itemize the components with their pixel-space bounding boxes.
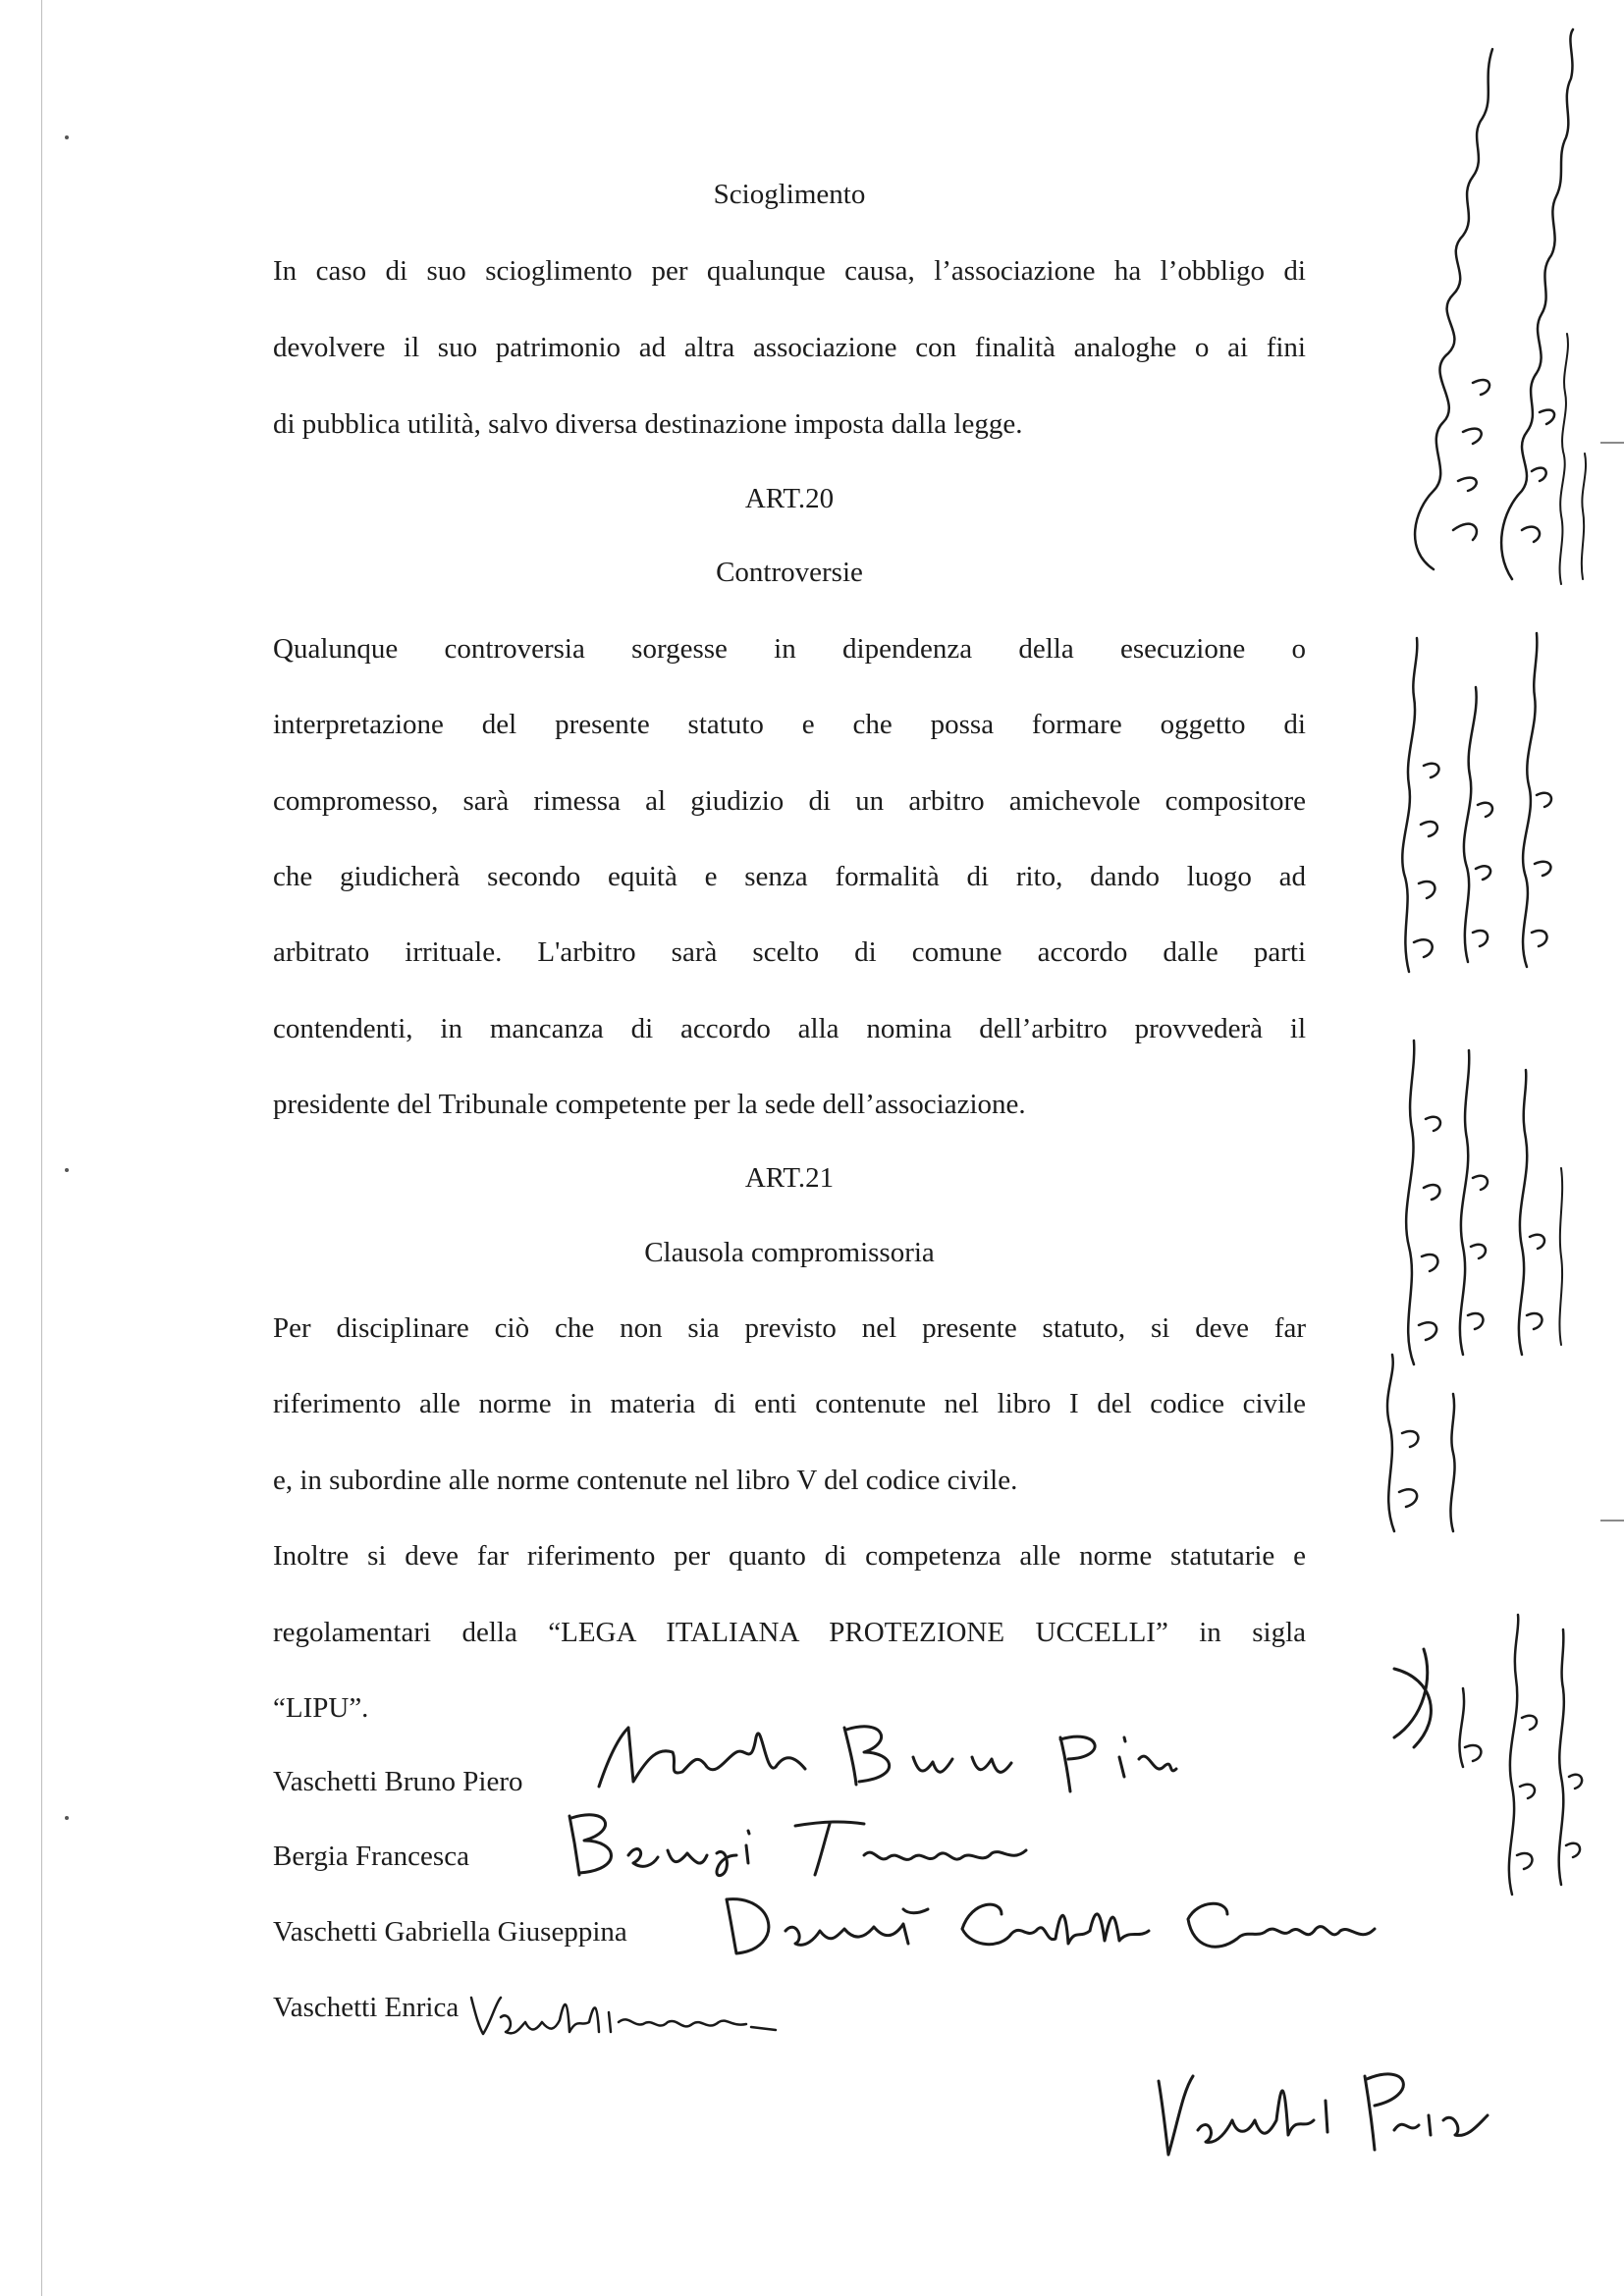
- signature-anchor: [1168, 2022, 1169, 2023]
- scan-mark: [65, 1816, 69, 1820]
- section-title: Scioglimento: [713, 179, 866, 210]
- paragraph-line: compromesso, sarà rimessa al giudizio di un arbitro amichevole compositore: [273, 785, 1306, 817]
- handwritten-signature: [589, 1698, 1178, 1806]
- signatory-name: Vaschetti Gabriella Giuseppina: [273, 1916, 627, 1948]
- paragraph-line: arbitrato irrituale. L'arbitro sarà scelto di comune accordo dalle parti: [273, 936, 1306, 968]
- article-number: ART.20: [744, 483, 835, 514]
- article-title: Clausola compromissoria: [644, 1237, 935, 1268]
- margin-signatures: [1365, 20, 1600, 589]
- signatory-name: Bergia Francesca: [273, 1841, 469, 1872]
- handwritten-signature: [1139, 2022, 1492, 2169]
- margin-signatures: [1370, 618, 1576, 982]
- scan-tick: [1600, 1520, 1624, 1522]
- paragraph-line: In caso di suo scioglimento per qualunque causa, l’associazione ha l’obbligo di: [273, 255, 1306, 287]
- margin-signatures: [1375, 1610, 1591, 1904]
- scan-mark: [65, 135, 69, 139]
- article-number: ART.21: [744, 1162, 835, 1194]
- paragraph-line: e, in subordine alle norme contenute nel libro V del codice civile.: [273, 1465, 1018, 1496]
- paragraph-line: che giudicherà secondo equità e senza formalità di rito, dando luogo ad: [273, 861, 1306, 892]
- article-title: Controversie: [716, 557, 863, 588]
- margin-signatures: [1355, 991, 1581, 1541]
- paragraph-line: Qualunque controversia sorgesse in dipendenza della esecuzione o: [273, 633, 1306, 665]
- signatory-name: Vaschetti Enrica: [273, 1992, 460, 2023]
- paragraph-line: devolvere il suo patrimonio ad altra associazione con finalità analoghe o ai fini: [273, 332, 1306, 363]
- signatory-name: Vaschetti Bruno Piero: [273, 1766, 523, 1797]
- scan-tick: [1600, 442, 1624, 444]
- paragraph-line: Inoltre si deve far riferimento per quanto di competenza alle norme statutarie e: [273, 1540, 1306, 1572]
- paragraph-line: contendenti, in mancanza di accordo alla nomina dell’arbitro provvederà il: [273, 1013, 1306, 1044]
- paragraph-line: presidente del Tribunale competente per la sede dell’associazione.: [273, 1089, 1026, 1120]
- paragraph-line: regolamentari della “LEGA ITALIANA PROTEZIONE UCCELLI” in sigla: [273, 1617, 1306, 1648]
- paragraph-line: interpretazione del presente statuto e che possa formare oggetto di: [273, 709, 1306, 740]
- paragraph-line: di pubblica utilità, salvo diversa destinazione imposta dalla legge.: [273, 408, 1023, 440]
- handwritten-signature: [461, 1973, 795, 2052]
- paragraph-line: riferimento alle norme in materia di enti contenute nel libro I del codice civile: [273, 1388, 1306, 1419]
- paragraph-line: “LIPU”.: [273, 1692, 369, 1724]
- paragraph-line: Per disciplinare ciò che non sia previsto nel presente statuto, si deve far: [273, 1312, 1306, 1344]
- scan-mark: [65, 1168, 69, 1172]
- handwritten-signature: [707, 1870, 1414, 1968]
- scan-edge-line: [41, 0, 42, 2296]
